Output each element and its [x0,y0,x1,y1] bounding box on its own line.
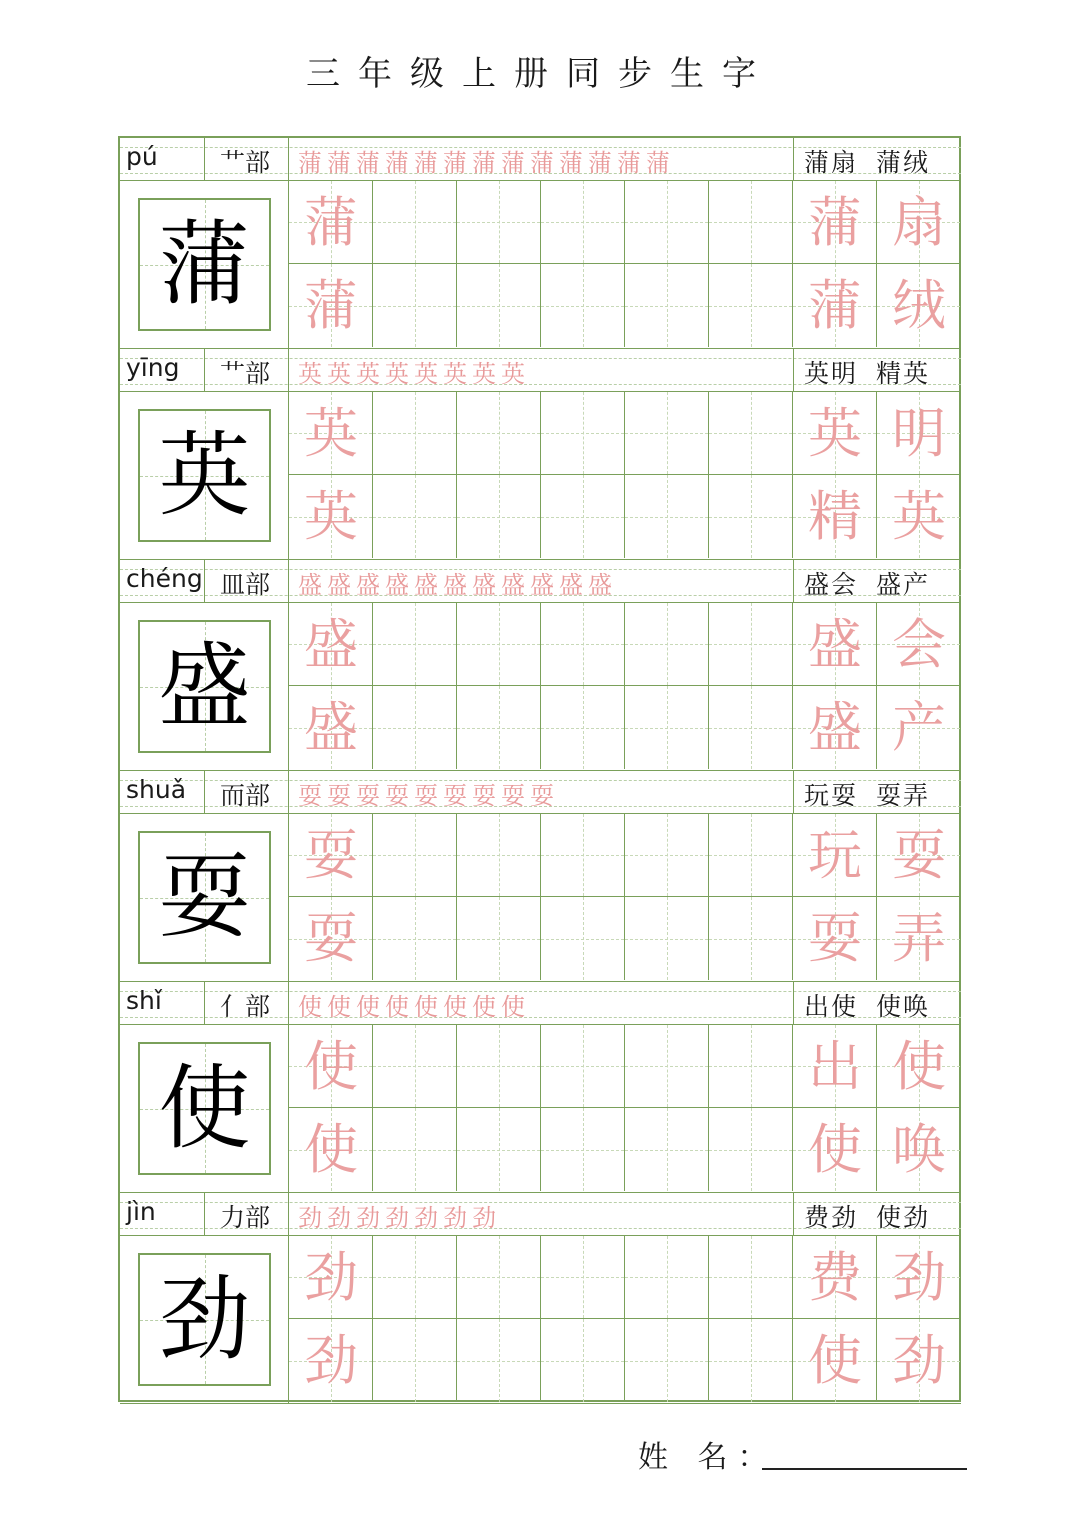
character-block [120,982,961,1193]
writing-cell[interactable] [709,686,793,769]
writing-cell[interactable] [793,686,877,769]
model-char-box [138,1042,271,1175]
example-word: 费劲 [804,1203,859,1232]
trace-char: 出 [808,1035,862,1098]
example-word: 蒲绒 [876,148,931,177]
writing-cell[interactable] [877,603,961,686]
pinyin: pú [126,142,158,171]
writing-cell[interactable] [709,897,793,980]
writing-cell[interactable] [373,686,457,769]
example-word: 使唤 [876,992,931,1021]
writing-cell[interactable] [877,897,961,980]
writing-cell[interactable] [625,1108,709,1191]
trace-char: 使 [304,1118,358,1181]
writing-cell[interactable] [457,1319,541,1402]
example-word: 使劲 [876,1203,931,1232]
example-word: 耍弄 [876,781,931,810]
model-char-box [138,831,271,964]
trace-char: 英 [304,402,358,465]
writing-cell[interactable] [877,181,961,264]
trace-char: 劲 [892,1329,946,1392]
trace-char: 唤 [892,1118,946,1181]
writing-cell[interactable] [877,475,961,558]
model-char-box [138,198,271,331]
example-words [804,1198,930,1234]
writing-grid [288,1025,961,1192]
writing-cell[interactable] [709,475,793,558]
writing-cell[interactable] [289,264,373,347]
writing-cell[interactable] [793,181,877,264]
stroke-order: 盛盛盛盛盛盛盛盛盛盛盛 [298,571,617,599]
writing-cell[interactable] [541,1025,625,1108]
writing-cell[interactable] [877,1319,961,1402]
trace-char: 绒 [892,274,946,337]
writing-cell[interactable] [289,1025,373,1108]
writing-cell[interactable] [457,686,541,769]
stroke-order: 使使使使使使使使 [298,993,530,1021]
name-input-line[interactable] [762,1468,967,1470]
writing-cell[interactable] [709,392,793,475]
writing-cell[interactable] [457,897,541,980]
trace-char: 产 [892,696,946,759]
radical: 力部 [220,1203,271,1232]
trace-char: 使 [304,1035,358,1098]
example-words [804,143,930,179]
trace-char: 盛 [808,613,862,676]
writing-cell[interactable] [541,1319,625,1402]
writing-cell[interactable] [793,475,877,558]
writing-cell[interactable] [877,1108,961,1191]
trace-char: 盛 [304,613,358,676]
writing-cell[interactable] [457,264,541,347]
writing-cell[interactable] [541,475,625,558]
writing-cell[interactable] [289,475,373,558]
writing-cell[interactable] [457,1236,541,1319]
writing-cell[interactable] [541,264,625,347]
writing-cell[interactable] [793,392,877,475]
writing-cell[interactable] [373,1236,457,1319]
trace-char: 耍 [808,907,862,970]
writing-cell[interactable] [709,1025,793,1108]
writing-cell[interactable] [541,181,625,264]
writing-cell[interactable] [289,603,373,686]
model-char: 盛 [158,633,251,740]
writing-cell[interactable] [373,392,457,475]
example-word: 玩耍 [804,781,859,810]
example-words [804,565,930,601]
writing-cell[interactable] [793,603,877,686]
writing-cell[interactable] [793,814,877,897]
radical: 亻部 [220,992,271,1021]
character-block [120,560,961,771]
writing-cell[interactable] [289,686,373,769]
example-word: 英明 [804,359,859,388]
writing-cell[interactable] [625,1236,709,1319]
writing-grid [288,181,961,348]
trace-char: 劲 [304,1246,358,1309]
trace-char: 明 [892,402,946,465]
writing-cell[interactable] [709,603,793,686]
writing-cell[interactable] [625,897,709,980]
radical: 艹部 [220,148,271,177]
writing-cell[interactable] [457,1108,541,1191]
writing-cell[interactable] [625,1025,709,1108]
writing-cell[interactable] [373,814,457,897]
stroke-order: 蒲蒲蒲蒲蒲蒲蒲蒲蒲蒲蒲蒲蒲 [298,149,675,177]
example-word: 蒲扇 [804,148,859,177]
writing-cell[interactable] [373,1319,457,1402]
model-char-box [138,409,271,542]
writing-cell[interactable] [457,392,541,475]
trace-char: 盛 [304,696,358,759]
writing-cell[interactable] [541,392,625,475]
model-char: 英 [158,422,251,529]
stroke-order: 耍耍耍耍耍耍耍耍耍 [298,782,559,810]
writing-cell[interactable] [457,814,541,897]
model-char: 劲 [158,1266,251,1373]
example-words [804,354,930,390]
character-block [120,771,961,982]
writing-cell[interactable] [877,814,961,897]
block-header [120,560,961,603]
writing-cell[interactable] [541,686,625,769]
writing-cell[interactable] [373,1108,457,1191]
writing-cell[interactable] [541,603,625,686]
trace-char: 劲 [304,1329,358,1392]
writing-cell[interactable] [289,814,373,897]
radical: 皿部 [220,570,271,599]
name-label: 姓 名： [638,1440,778,1475]
writing-cell[interactable] [625,181,709,264]
page-title: 三年级上册同步生字 [306,54,774,94]
writing-cell[interactable] [625,392,709,475]
writing-cell[interactable] [709,1319,793,1402]
trace-char: 耍 [304,907,358,970]
pinyin: jìn [126,1197,156,1226]
trace-char: 会 [892,613,946,676]
radical: 艹部 [220,359,271,388]
writing-cell[interactable] [709,814,793,897]
writing-cell[interactable] [793,1319,877,1402]
writing-cell[interactable] [709,1236,793,1319]
model-char-box [138,620,271,753]
writing-cell[interactable] [625,814,709,897]
writing-cell[interactable] [373,475,457,558]
model-char: 蒲 [158,211,251,318]
pinyin: shuǎ [126,775,187,804]
writing-cell[interactable] [625,603,709,686]
writing-cell[interactable] [793,897,877,980]
trace-char: 精 [808,485,862,548]
trace-char: 弄 [892,907,946,970]
writing-cell[interactable] [457,181,541,264]
writing-cell[interactable] [877,686,961,769]
writing-cell[interactable] [541,1236,625,1319]
writing-grid [288,814,961,981]
writing-cell[interactable] [289,1236,373,1319]
block-header [120,138,961,181]
writing-cell[interactable] [373,897,457,980]
writing-cell[interactable] [877,1025,961,1108]
example-word: 盛会 [804,570,859,599]
writing-cell[interactable] [373,603,457,686]
trace-char: 盛 [808,696,862,759]
writing-cell[interactable] [709,181,793,264]
practice-sheet [118,136,961,1402]
trace-char: 英 [892,485,946,548]
stroke-order: 劲劲劲劲劲劲劲 [298,1204,501,1232]
radical: 而部 [220,781,271,810]
trace-char: 蒲 [304,191,358,254]
example-word: 精英 [876,359,931,388]
writing-cell[interactable] [541,814,625,897]
writing-cell[interactable] [625,1319,709,1402]
trace-char: 费 [808,1246,862,1309]
stroke-order: 英英英英英英英英 [298,360,530,388]
writing-cell[interactable] [289,1108,373,1191]
model-char: 耍 [158,844,251,951]
writing-cell[interactable] [793,1108,877,1191]
writing-cell[interactable] [457,1025,541,1108]
writing-cell[interactable] [289,897,373,980]
character-block [120,349,961,560]
writing-cell[interactable] [793,1236,877,1319]
trace-char: 蒲 [808,191,862,254]
writing-cell[interactable] [289,181,373,264]
block-header [120,349,961,392]
trace-char: 英 [808,402,862,465]
trace-char: 扇 [892,191,946,254]
writing-cell[interactable] [541,897,625,980]
writing-cell[interactable] [289,1319,373,1402]
writing-cell[interactable] [625,686,709,769]
character-block [120,1193,961,1404]
writing-cell[interactable] [457,603,541,686]
trace-char: 蒲 [808,274,862,337]
example-words [804,776,930,812]
writing-cell[interactable] [877,264,961,347]
trace-char: 使 [892,1035,946,1098]
pinyin: yīng [126,353,180,382]
writing-grid [288,392,961,559]
model-char-box [138,1253,271,1386]
example-word: 盛产 [876,570,931,599]
trace-char: 英 [304,485,358,548]
writing-cell[interactable] [373,181,457,264]
block-header [120,1193,961,1236]
trace-char: 耍 [892,824,946,887]
trace-char: 使 [808,1118,862,1181]
writing-cell[interactable] [625,475,709,558]
block-header [120,771,961,814]
writing-grid [288,603,961,770]
trace-char: 玩 [808,824,862,887]
trace-char: 耍 [304,824,358,887]
writing-cell[interactable] [877,1236,961,1319]
block-header [120,982,961,1025]
writing-cell[interactable] [793,1025,877,1108]
character-block [120,138,961,349]
trace-char: 使 [808,1329,862,1392]
writing-cell[interactable] [289,392,373,475]
example-word: 出使 [804,992,859,1021]
writing-cell[interactable] [541,1108,625,1191]
writing-cell[interactable] [877,392,961,475]
writing-cell[interactable] [373,1025,457,1108]
writing-grid [288,1236,961,1403]
writing-cell[interactable] [709,1108,793,1191]
model-char: 使 [158,1055,251,1162]
trace-char: 蒲 [304,274,358,337]
writing-cell[interactable] [457,475,541,558]
writing-cell[interactable] [793,264,877,347]
writing-cell[interactable] [373,264,457,347]
trace-char: 劲 [892,1246,946,1309]
writing-cell[interactable] [709,264,793,347]
pinyin: chéng [126,564,203,593]
example-words [804,987,930,1023]
writing-cell[interactable] [625,264,709,347]
pinyin: shǐ [126,986,162,1015]
